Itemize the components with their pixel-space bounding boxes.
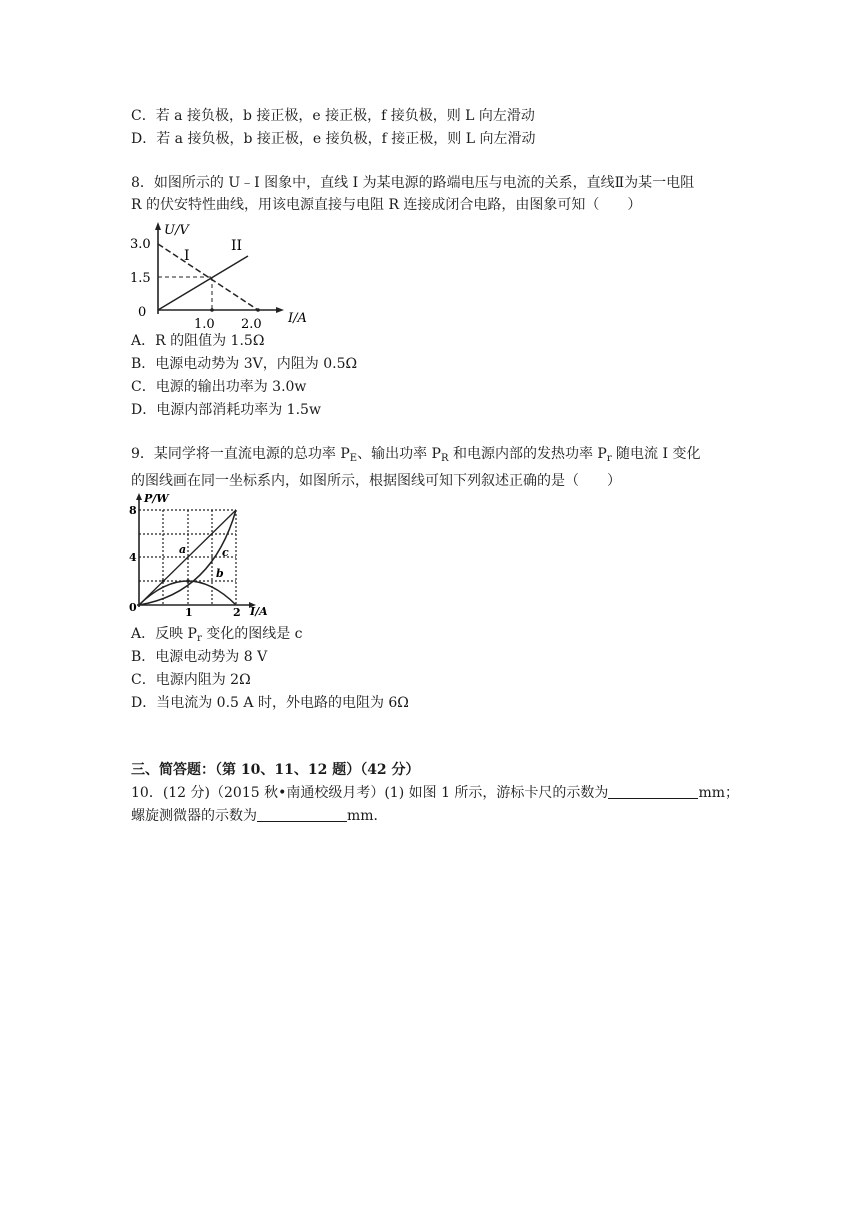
q10-line2: 螺旋测微器的示数为 mm． xyxy=(131,808,388,824)
q9-curve-label-b: b xyxy=(216,567,224,580)
q9-y-tick-0: 0 xyxy=(129,601,137,614)
q8-x-axis-label: I/A xyxy=(288,311,307,326)
q9-y-axis-label: P/W xyxy=(144,492,169,505)
q9-power-graph xyxy=(128,491,280,619)
q9-y-tick-4: 4 xyxy=(129,551,137,564)
q8-x-tick-1: 1.0 xyxy=(194,317,215,332)
question-8-line1: 8．如图所示的 U﹣I 图象中，直线 I 为某电源的路端电压与电流的关系，直线Ⅱ为某一电阻 xyxy=(131,175,695,191)
option-c-prev: C．若 a 接负极，b 接正极，e 接正极，f 接负极，则 L 向左滑动 xyxy=(131,108,535,124)
question-9-line2: 的图线画在同一坐标系内，如图所示，根据图线可知下列叙述正确的是（ ） xyxy=(131,473,621,489)
q8-ui-graph xyxy=(128,222,328,334)
q8-line-label-II: II xyxy=(231,238,243,254)
q8-y-tick-0: 0 xyxy=(138,305,147,320)
q9-option-d: D．当电流为 0.5 A 时，外电路的电阻为 6Ω xyxy=(131,695,409,711)
q8-option-b: B．电源电动势为 3V，内阻为 0.5Ω xyxy=(131,356,358,372)
q9-x-tick-1: 1 xyxy=(185,606,193,619)
q8-x-tick-2: 2.0 xyxy=(241,317,262,332)
q8-y-axis-label: U/V xyxy=(164,223,189,238)
q8-option-c: C．电源的输出功率为 3.0w xyxy=(131,379,307,395)
q9-y-arrow xyxy=(136,493,142,500)
question-9-line1: 9．某同学将一直流电源的总功率 $P_E$、输出功率 $P_R$ 和电源内部的发热功率 $P_r$ 随电流 I 变化 xyxy=(131,446,701,464)
q9-option-b: B．电源电动势为 8 V xyxy=(131,649,268,665)
q8-y-tick-3: 3.0 xyxy=(130,237,151,252)
section-3-heading: 三、简答题：（第 10、11、12 题）（42 分） xyxy=(131,762,420,778)
q9-x-tick-2: 2 xyxy=(233,606,241,619)
question-9 xyxy=(131,443,731,492)
question-8-line2: R 的伏安特性曲线，用该电源直接与电阻 R 连接成闭合电路，由图象可知（ ） xyxy=(131,197,642,213)
q10-blank-2[interactable] xyxy=(257,807,347,822)
q9-curve-label-c: c xyxy=(222,546,229,559)
q10-blank-1[interactable] xyxy=(608,784,698,799)
q10-line1: 10．(12 分)（2015 秋•南通校级月考）(1) 如图 1 所示，游标卡尺的示数为 mm； xyxy=(131,785,739,801)
q8-option-a: A．R 的阻值为 1.5Ω xyxy=(131,333,265,349)
q8-x-arrow xyxy=(276,307,284,313)
question-8 xyxy=(131,172,731,216)
q8-line-label-I: I xyxy=(184,248,190,264)
q9-option-a: A．反映 $P_r$ 变化的图线是 c xyxy=(131,626,303,644)
q8-y-tick-1-5: 1.5 xyxy=(130,271,151,286)
q9-curve-label-a: a xyxy=(179,543,187,556)
q8-y-arrow xyxy=(155,222,161,230)
q8-option-d: D．电源内部消耗功率为 1.5w xyxy=(131,402,321,418)
q9-option-c: C．电源内阻为 2Ω xyxy=(131,672,251,688)
q9-x-axis-label: I/A xyxy=(250,605,268,618)
q9-y-tick-8: 8 xyxy=(129,504,137,517)
option-d-prev: D．若 a 接负极，b 接正极，e 接负极，f 接正极，则 L 向左滑动 xyxy=(131,131,536,147)
q8-line-II xyxy=(158,256,248,310)
